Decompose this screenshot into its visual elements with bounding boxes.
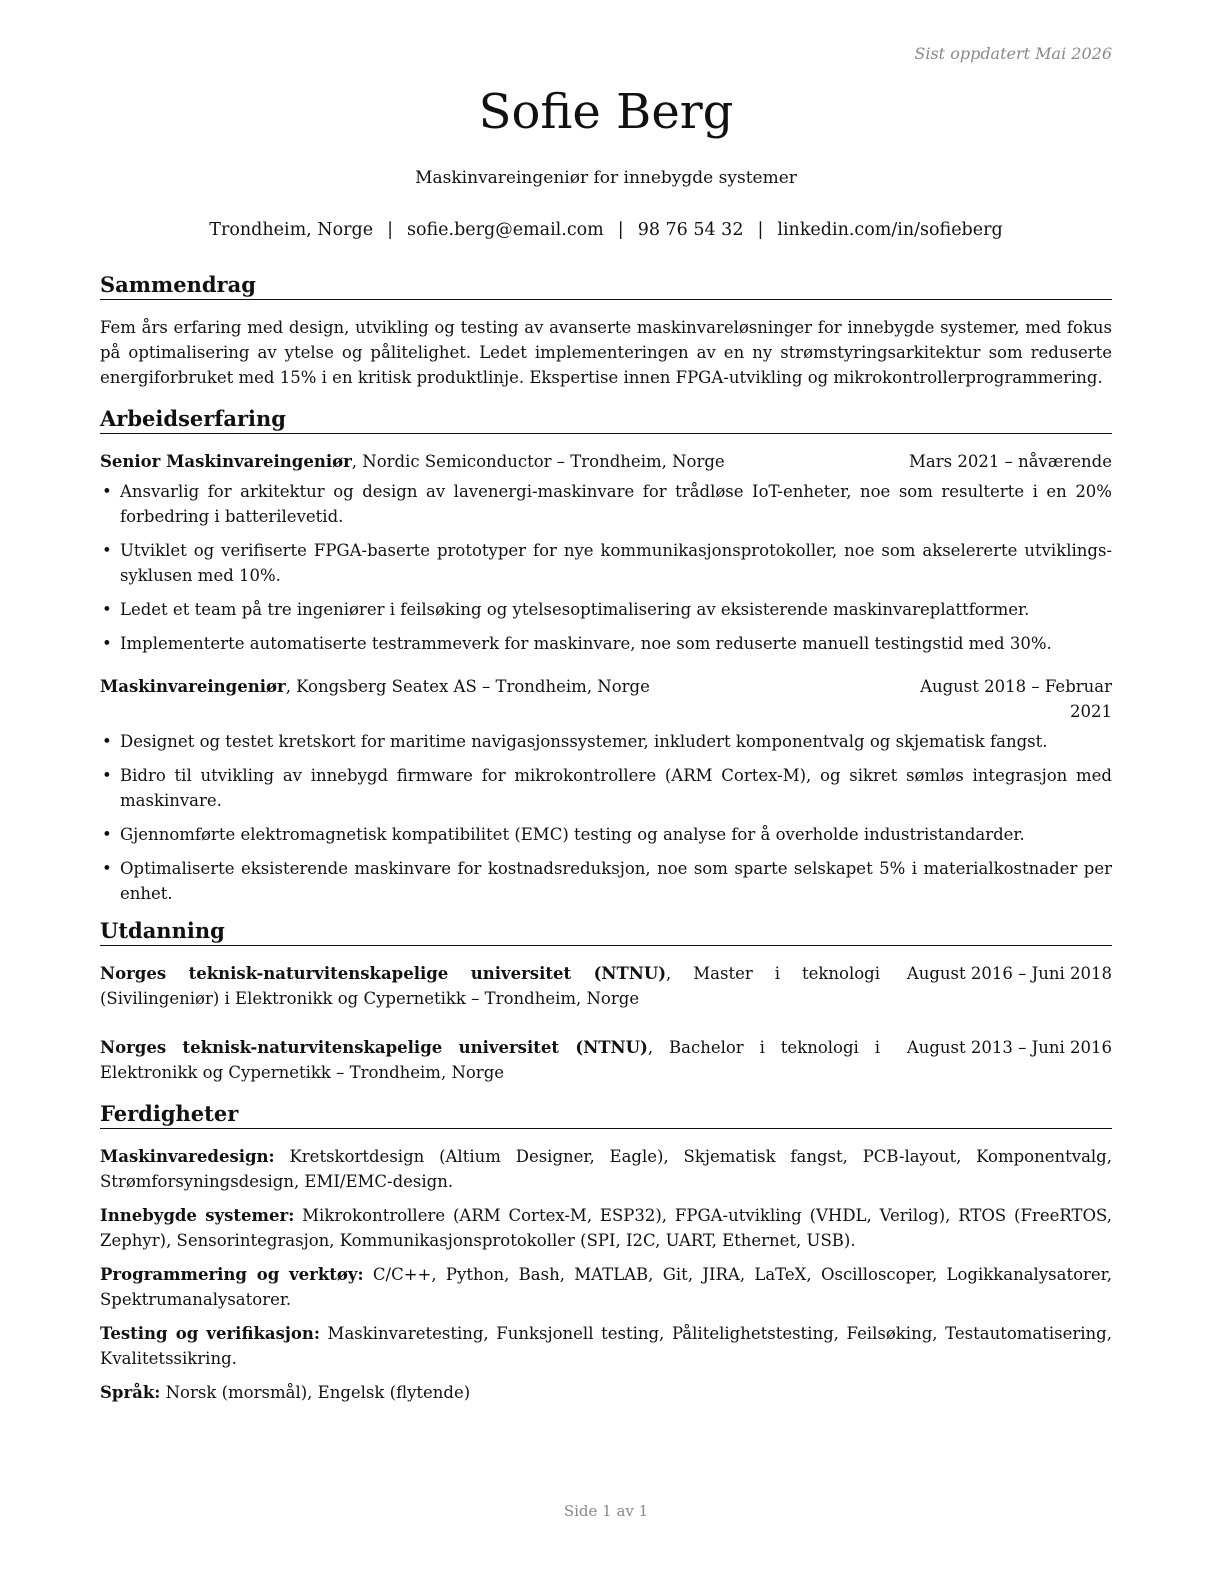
job-role: Senior Maskinvareingeniør <box>100 452 352 471</box>
education-school: Norges teknisk-naturvitenskapelige universitet (NTNU) <box>100 1038 648 1057</box>
education-dates: August 2016 – Juni 2018 <box>906 964 1112 983</box>
contact-separator: | <box>387 220 393 240</box>
list-item: • Gjennomførte elektromagnetisk kompatibilitet (EMC) testing og analyse for å overholde industristandarder. <box>100 822 1112 847</box>
section-title-experience: Arbeidserfaring <box>100 406 1112 434</box>
summary-text: Fem års erfaring med design, utvikling og testing av avanserte maskinvareløsninger for innebygde systemer, med fokus på optimalisering av ytelse og pålitelighet. Ledet implementeringen av en ny strømstyringsarkitektur som reduserte energiforbruket med 15% i en kritisk produktlinje. Ekspertise innen FPGA-utvikling og mikrokontrollerprogrammering. <box>100 318 1112 387</box>
skill-group <box>100 1262 1112 1312</box>
education-entry <box>100 961 1112 1011</box>
skill-group <box>100 1203 1112 1253</box>
last-updated: Sist oppdatert Mai 2026 <box>914 44 1112 63</box>
candidate-tagline: Maskinvareingeniør for innebygde systemer <box>415 168 797 188</box>
page-number: Side 1 av 1 <box>563 1502 649 1520</box>
contact-email[interactable]: sofie.berg@email.com <box>406 220 604 240</box>
skill-group-label: Maskinvaredesign: <box>100 1147 275 1166</box>
resume-page <box>100 0 1112 1584</box>
education-degree: , Bachelor i teknologi i Elektronikk og Cypernetikk – Trondheim, Norge <box>100 1038 880 1082</box>
contact-location: Trondheim, Norge <box>209 220 374 240</box>
job-dates-line: August 2018 – Februar <box>920 677 1112 696</box>
list-item: • Utviklet og verifiserte FPGA-baserte prototyper for nye kommunikasjonsprotokoller, noe som akselererte utviklings-syklusen med 10%. <box>100 538 1112 588</box>
job-company: , Kongsberg Seatex AS – Trondheim, Norge <box>285 677 650 696</box>
skill-group-label: Testing og verifikasjon: <box>100 1324 320 1343</box>
contact-line <box>100 220 1112 240</box>
skills-list <box>100 1144 1112 1414</box>
education-description <box>100 1035 880 1085</box>
skill-group <box>100 1144 1112 1194</box>
job-company: , Nordic Semiconductor – Trondheim, Norge <box>351 452 725 471</box>
contact-phone: 98 76 54 32 <box>637 220 744 240</box>
skill-group-label: Språk: <box>100 1383 161 1402</box>
contact-separator: | <box>617 220 624 240</box>
skill-group <box>100 1321 1112 1371</box>
skill-group-label: Programmering og verktøy: <box>100 1265 364 1284</box>
job-bullets <box>100 479 1112 665</box>
skill-group-text: Maskinvaretesting, Funksjonell testing, Pålitelighetstesting, Feilsøking, Testautomatisering, Kvalitetssikring. <box>100 1324 1112 1368</box>
job-dates <box>920 674 1112 724</box>
candidate-name: Sofie Berg <box>478 84 734 140</box>
list-item: • Ledet et team på tre ingeniører i feilsøking og ytelsesoptimalisering av eksisterende maskinvareplattformer. <box>100 597 1112 622</box>
section-title-summary: Sammendrag <box>100 272 1112 300</box>
list-item: • Implementerte automatiserte testrammeverk for maskinvare, noe som reduserte manuell testingstid med 30%. <box>100 631 1112 656</box>
section-title-education: Utdanning <box>100 918 1112 946</box>
skill-group-text: Mikrokontrollere (ARM Cortex-M, ESP32), FPGA-utvikling (VHDL, Verilog), RTOS (FreeRTOS, Zephyr), Sensorintegrasjon, Kommunikasjonsprotokoller (SPI, I2C, UART, Ethernet, USB). <box>100 1206 1112 1250</box>
section-title-skills: Ferdigheter <box>100 1101 1112 1129</box>
job-dates-line: 2021 <box>1070 702 1112 721</box>
list-item: • Bidro til utvikling av innebygd firmware for mikrokontrollere (ARM Cortex-M), og sikret sømløs integrasjon med maskinvare. <box>100 763 1112 813</box>
skill-group-text: Norsk (morsmål), Engelsk (flytende) <box>160 1383 471 1402</box>
skill-group-text: C/C++, Python, Bash, MATLAB, Git, JIRA, LaTeX, Oscilloscoper, Logikkanalysatorer, Spektrumanalysatorer. <box>100 1265 1112 1309</box>
skill-group <box>100 1380 1112 1405</box>
contact-separator: | <box>757 220 764 240</box>
list-item: • Designet og testet kretskort for maritime navigasjonssystemer, inkludert komponentvalg og skjematisk fangst. <box>100 729 1112 754</box>
skill-group-text: Kretskortdesign (Altium Designer, Eagle), Skjematisk fangst, PCB-layout, Komponentvalg, Strømforsyningsdesign, EMI/EMC-design. <box>100 1147 1112 1191</box>
skill-group-label: Innebygde systemer: <box>100 1206 295 1225</box>
education-dates: August 2013 – Juni 2016 <box>906 1038 1112 1057</box>
job-title-line <box>100 674 650 699</box>
education-description <box>100 961 880 1011</box>
job-bullets <box>100 729 1112 915</box>
education-school: Norges teknisk-naturvitenskapelige universitet (NTNU) <box>100 964 667 983</box>
education-degree: , Master i teknologi (Sivilingeniør) i Elektronikk og Cypernetikk – Trondheim, Norge <box>100 964 881 1008</box>
contact-linkedin[interactable]: linkedin.com/in/sofieberg <box>777 220 1003 240</box>
job-role: Maskinvareingeniør <box>100 677 286 696</box>
list-item: • Optimaliserte eksisterende maskinvare for kostnadsreduksjon, noe som sparte selskapet 5% i materialkostnader per enhet. <box>100 856 1112 906</box>
job-title-line <box>100 449 725 474</box>
list-item: • Ansvarlig for arkitektur og design av lavenergi-maskinvare for trådløse IoT-enheter, noe som resulterte i en 20% forbedring i batterilevetid. <box>100 479 1112 529</box>
job-dates: Mars 2021 – nåværende <box>909 452 1112 471</box>
education-entry <box>100 1035 1112 1085</box>
